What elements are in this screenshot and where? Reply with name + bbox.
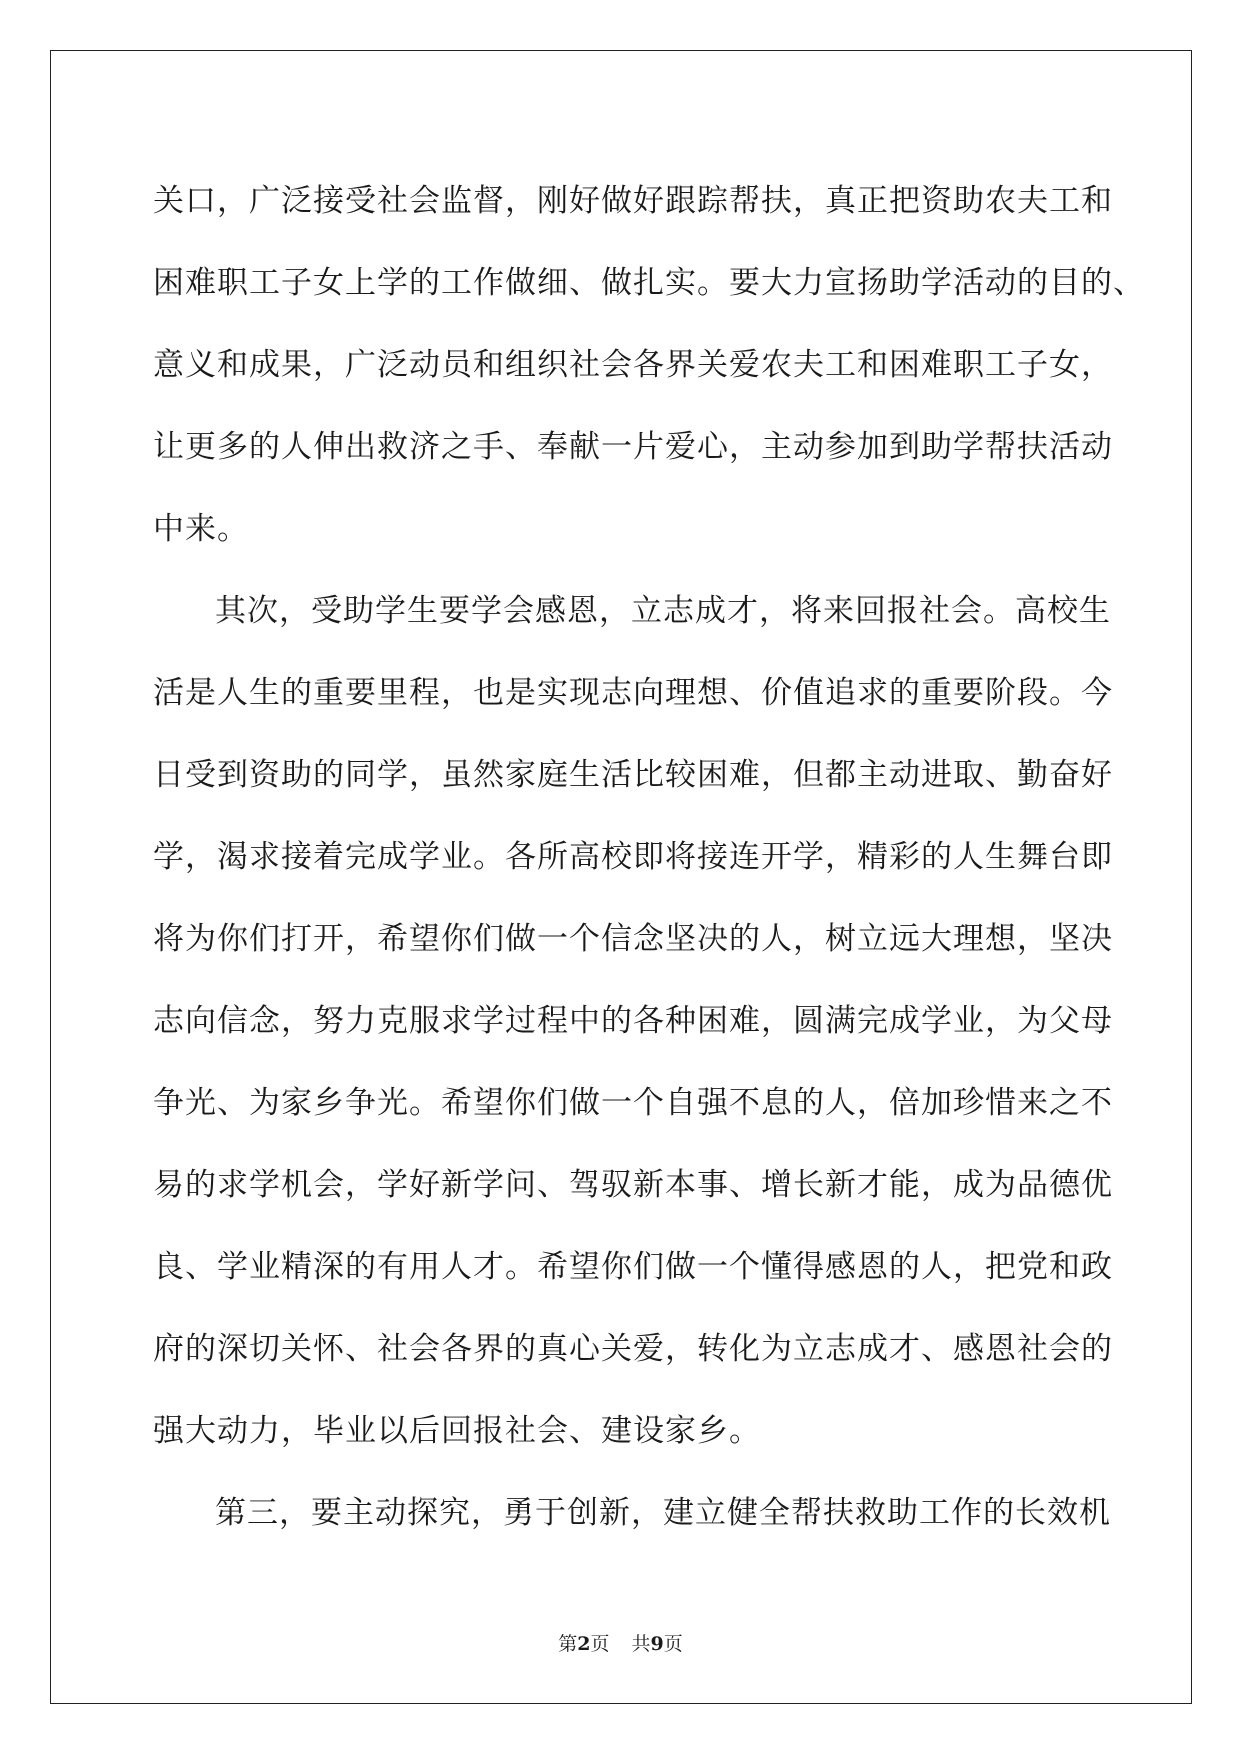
text-line: 活是人生的重要里程，也是实现志向理想、价值追求的重要阶段。今	[153, 675, 1113, 711]
page-number-total: 9	[650, 1633, 664, 1655]
text-line: 其次，受助学生要学会感恩，立志成才，将来回报社会。高校生	[215, 593, 1111, 629]
page-number-suffix: 页	[590, 1633, 610, 1655]
text-line: 第三，要主动探究，勇于创新，建立健全帮扶救助工作的长效机	[215, 1495, 1111, 1531]
page-footer	[0, 1629, 1241, 1656]
text-line: 府的深切关怀、社会各界的真心关爱，转化为立志成才、感恩社会的	[153, 1331, 1113, 1367]
text-line: 志向信念，努力克服求学过程中的各种困难，圆满完成学业，为父母	[153, 1003, 1113, 1039]
text-line: 意义和成果，广泛动员和组织社会各界关爱农夫工和困难职工子女，	[153, 347, 1113, 383]
text-line: 学，渴求接着完成学业。各所高校即将接连开学，精彩的人生舞台即	[153, 839, 1113, 875]
page-number-current: 2	[577, 1633, 591, 1655]
text-line: 争光、为家乡争光。希望你们做一个自强不息的人，倍加珍惜来之不	[153, 1085, 1113, 1121]
text-line: 将为你们打开，希望你们做一个信念坚决的人，树立远大理想，坚决	[153, 921, 1113, 957]
text-line: 中来。	[153, 511, 249, 547]
text-line: 易的求学机会，学好新学问、驾驭新本事、增长新才能，成为品德优	[153, 1167, 1113, 1203]
document-body	[153, 160, 1145, 1554]
text-line: 强大动力，毕业以后回报社会、建设家乡。	[153, 1413, 761, 1449]
page-number-prefix: 第	[558, 1633, 578, 1655]
text-line: 关口，广泛接受社会监督，刚好做好跟踪帮扶，真正把资助农夫工和	[153, 183, 1113, 219]
page-total-prefix: 共	[631, 1633, 651, 1655]
text-line: 良、学业精深的有用人才。希望你们做一个懂得感恩的人，把党和政	[153, 1249, 1113, 1285]
text-line: 让更多的人伸出救济之手、奉献一片爱心，主动参加到助学帮扶活动	[153, 429, 1113, 465]
text-line: 困难职工子女上学的工作做细、做扎实。要大力宣扬助学活动的目的、	[153, 265, 1145, 301]
page-total-suffix: 页	[663, 1633, 683, 1655]
text-line: 日受到资助的同学，虽然家庭生活比较困难，但都主动进取、勤奋好	[153, 757, 1113, 793]
